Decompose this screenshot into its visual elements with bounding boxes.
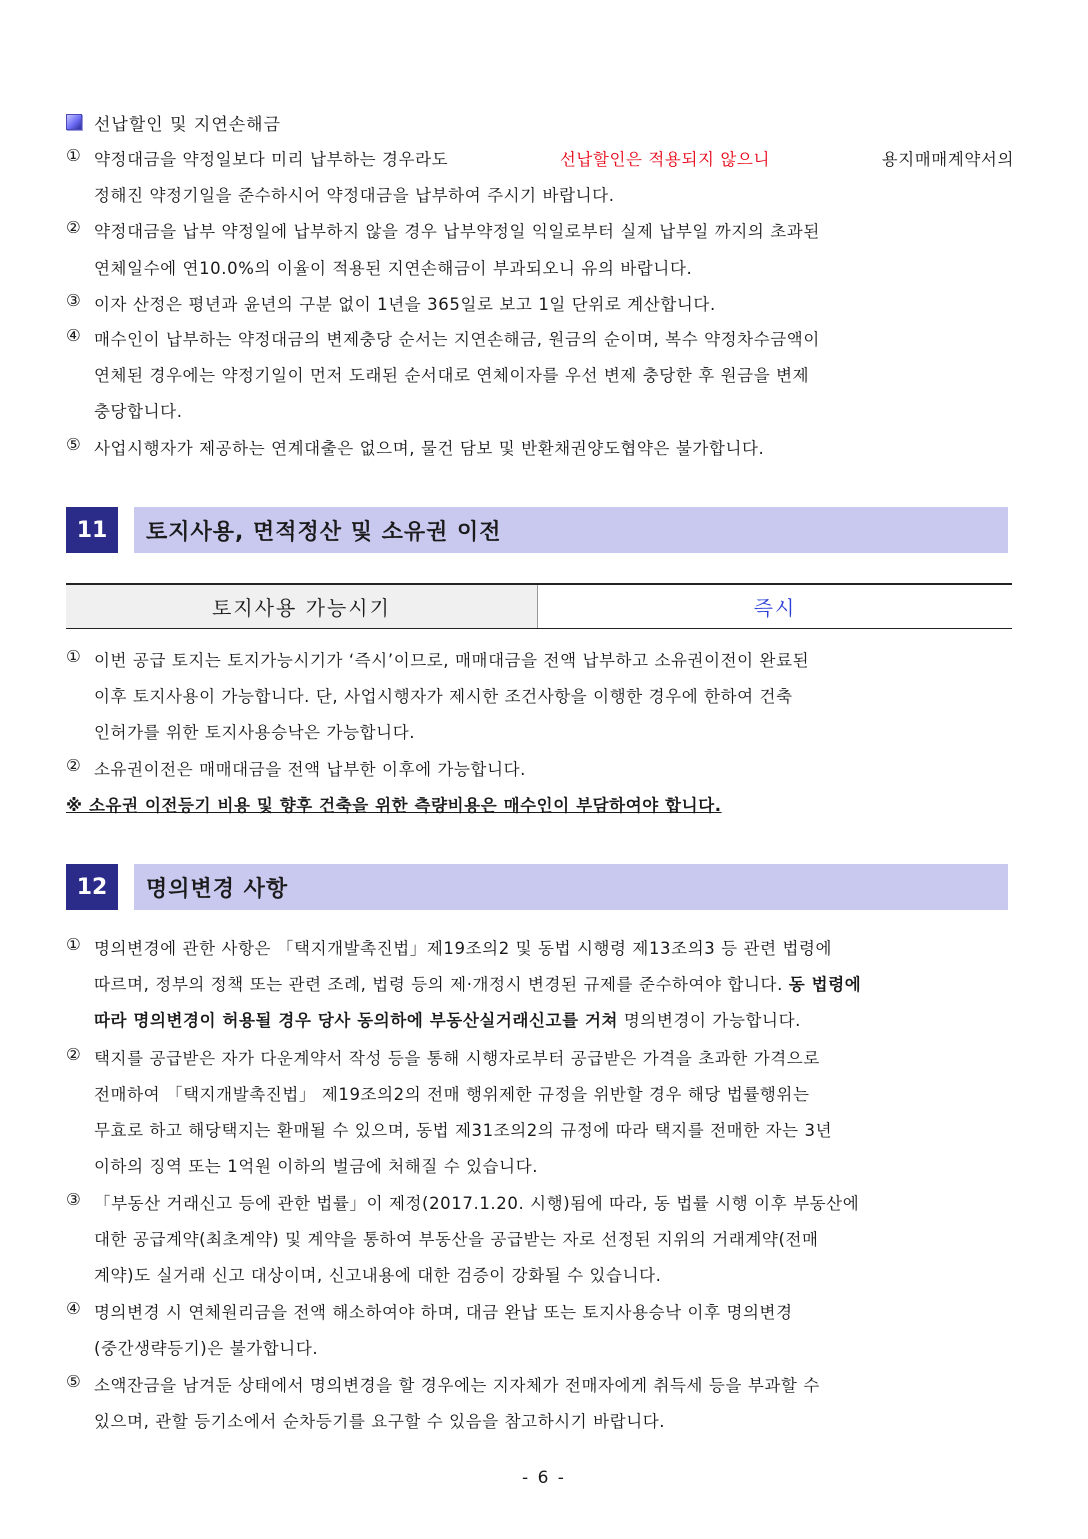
- section-12-header: [66, 864, 1008, 910]
- subsection-heading-text: 선납할인 및 지연손해금: [94, 114, 282, 135]
- page-number: - 6 -: [522, 1468, 566, 1488]
- section-number: 12: [66, 864, 118, 910]
- document-page: 선납할인 및 지연손해금 ① 약정대금을 약정일보다 미리 납부하는 경우라도 선납할인은 적용되지 않으니 용지매매계약서의 정해진 약정기일을 준수하시어 약정대금을 납부하여 주시기 바랍니다. ② 약정대금을 납부 약정일에 납부하지 않을 경우 납부약정일 익일로부터 실제 납부일 까지의 초과된 연체일수에 연10.0%의 이율이 적용된 지연손해금이 부과되오니 유의 바랍니다. ③ 이자 산정은 평년과 윤년의 구분 없이 1년을 365일로 보고 1일 단위로 계산합니다. ④ 매수인이 납부하는 약정대금의 변제충당 순서는 지연손해금, 원금의 순이며, 복수 약정차수금액이 연체된 경우에는 약정기일이 먼저 도래된 순서대로 연체이자를 우선 변제 충당한 후 원금을 변제 충당합니다. ⑤ 사업시행자가 제공하는 연계대출은 없으며, 물건 담보 및 반환채권양도협약은 불가합니다. 11 토지사용, 면적정산 및 소유권 이전 토지사용 가능시기 즉시 ① 이번 공급 토지는 토지가능시기가 ‘즉시’이므로, 매매대금을 전액 납부하고 소유권이전이 완료된 이후 토지사용이 가능합니다. 단, 사업시행자가 제시한 조건사항을 이행한 경우에 한하여 건축 인허가를 위한 토지사용승낙은 가능합니다. ② 소유권이전은 매매대금을 전액 납부한 이후에 가능합니다. ※ 소유권 이전등기 비용 및 향후 건축을 위한 측량비용은 매수인이 부담하여야 합니다. 12 명의변경 사항 ① 명의변경에 관한 사항은 「택지개발촉진법」제19조의2 및 동법 시행령 제13조의3 등 관련 법령에 따르며, 정부의 정책 또는 관련 조례, 법령 등의 제·개정시 변경된 규제를 준수하여야 합니다. 동 법령에 따라 명의변경이 허용될 경우 당사 동의하에 부동산실거래신고를 거쳐 명의변경이 가능합니다. ② 택지를 공급받은 자가 다운계약서 작성 등을 통해 시행자로부터 공급받은 가격을 초과한 가격으로 전매하여 「택지개발촉진법」 제19조의2의 전매 행위제한 규정을 위반할 경우 해당 법률행위는 무효로 하고 해당택지는 환매될 수 있으며, 동법 제31조의2의 규정에 따라 택지를 전매한 자는 3년 이하의 징역 또는 1억원 이하의 벌금에 처해질 수 있습니다. ③ 「부동산 거래신고 등에 관한 법률」이 제정(2017.1.20. 시행)됨에 따라, 동 법률 시행 이후 부동산에 대한 공급계약(최초계약) 및 계약을 통하여 부동산을 공급받는 자로 선정된 지위의 거래계약(전매 계약)도 실거래 신고 대상이며, 신고내용에 대한 검증이 강화될 수 있습니다. ④ 명의변경 시 연체원리금을 전액 해소하여야 하며, 대금 완납 또는 토지사용승낙 이후 명의변경 (중간생략등기)은 불가합니다. ⑤ 소액잔금을 남겨둔 상태에서 명의변경을 할 경우에는 지자체가 전매자에게 취득세 등을 부과할 수 있으며, 관할 등기소에서 순차등기를 요구할 수 있음을 참고하시기 바랍니다. - 6 -: [0, 0, 1088, 1539]
- table-label-cell: 토지사용 가능시기: [66, 585, 538, 628]
- subsection-heading: [66, 110, 281, 134]
- section-title: 명의변경 사항: [134, 864, 1008, 910]
- section-number: 11: [66, 507, 118, 553]
- square-bullet-icon: [66, 114, 82, 130]
- section-11-header: [66, 507, 1008, 553]
- highlight-red-text: 선납할인은 적용되지 않으니: [559, 150, 771, 169]
- table-value-cell: 즉시: [753, 596, 797, 620]
- land-use-table: [66, 583, 1012, 629]
- section-title: 토지사용, 면적정산 및 소유권 이전: [134, 507, 1008, 553]
- notice-text: ※ 소유권 이전등기 비용 및 향후 건축을 위한 측량비용은 매수인이 부담하여야 합니다.: [66, 796, 722, 815]
